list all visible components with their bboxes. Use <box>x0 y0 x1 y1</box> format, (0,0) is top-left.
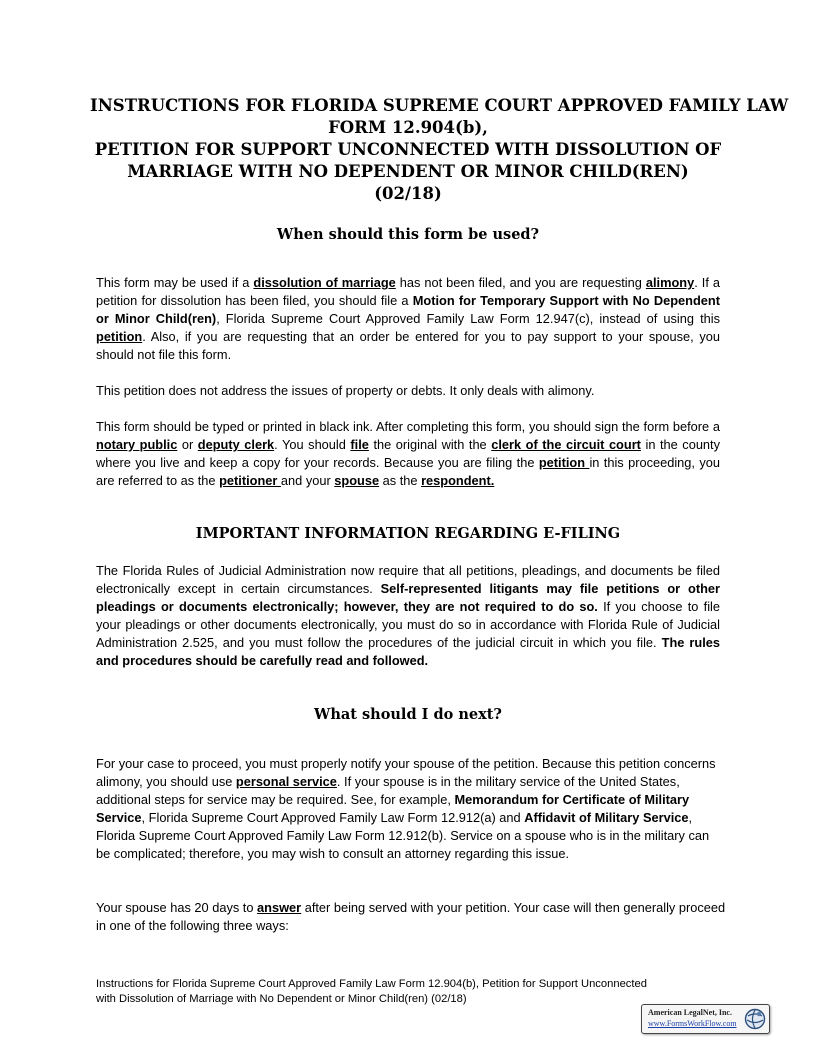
text-run: as the <box>379 473 422 488</box>
link-alimony[interactable]: alimony <box>645 275 695 290</box>
logo-company-name: American LegalNet, Inc. <box>648 1008 732 1017</box>
publisher-logo[interactable] <box>641 1004 770 1034</box>
text-run: the original with the <box>368 437 492 452</box>
link-petitioner[interactable]: petitioner <box>219 473 281 488</box>
text-run: . You should <box>274 437 351 452</box>
link-spouse[interactable]: spouse <box>334 473 380 488</box>
text-run: in this proceeding, you are referred to as the <box>96 455 720 488</box>
paragraph-service <box>96 755 726 863</box>
text-run: Your spouse has 20 days to <box>96 900 258 915</box>
text-run: If you choose to file your pleadings or other documents electronically, you must do so in accordance with Florida Rule of Judicial Administration 2.525, and you must follow the procedures of the judicial circuit in which you file. <box>96 599 720 650</box>
section-heading-when: When should this form be used? <box>276 226 540 243</box>
title-line-2: FORM 12.904(b), <box>328 118 488 137</box>
link-petition[interactable]: petition <box>96 329 143 344</box>
text-run: and your <box>280 473 335 488</box>
footer-line-2: with Dissolution of Marriage with No Dependent or Minor Child(ren) (02/18) <box>96 993 467 1005</box>
logo-url-link[interactable]: www.FormsWorkFlow.com <box>648 1019 737 1028</box>
paragraph-answer <box>96 899 726 935</box>
form-title-motion-temporary-support: Motion for Temporary Support with No Dependent or Minor Child(ren) <box>96 293 720 326</box>
text-run: . Also, if you are requesting that an order be entered for you to pay support to your spouse, you should not file this form. <box>96 329 720 362</box>
form-title-memorandum: Memorandum for Certificate of Military Service <box>96 792 690 825</box>
text-run: . If your spouse is in the military service of the United States, additional steps for service may be required. See, for example, <box>96 774 680 807</box>
text-run: after being served with your petition. Your case will then generally proceed in one of the following three ways: <box>96 900 726 933</box>
text-run: This form may be used if a <box>96 275 254 290</box>
title-line-1: INSTRUCTIONS FOR FLORIDA SUPREME COURT APPROVED FAMILY LAW <box>90 96 789 115</box>
bold-self-represented: Self-represented litigants may file petitions or other pleadings or documents electronically; however, they are not required to do so. <box>96 581 720 614</box>
form-title-affidavit: Affidavit of Military Service <box>524 810 689 825</box>
text-run: For your case to proceed, you must properly notify your spouse of the petition. Because this petition concerns alimony, you should use <box>96 756 716 789</box>
link-respondent[interactable]: respondent. <box>421 473 495 488</box>
text-run: , Florida Supreme Court Approved Family Law Form 12.947(c), instead of using this <box>216 311 720 326</box>
globe-icon <box>744 1008 766 1030</box>
link-notary-public[interactable]: notary public <box>96 437 178 452</box>
text-run: or <box>177 437 198 452</box>
text-run: The Florida Rules of Judicial Administration now require that all petitions, pleadings, and documents be filed electronically except in certain circumstances. <box>96 563 720 596</box>
paragraph-when-used <box>96 274 720 364</box>
link-personal-service[interactable]: personal service <box>235 774 337 789</box>
paragraph-efiling <box>96 562 720 670</box>
link-file[interactable]: file <box>350 437 369 452</box>
text-run: has not been filed, and you are requesting <box>395 275 646 290</box>
paragraph-filing <box>96 418 720 490</box>
section-heading-efiling: IMPORTANT INFORMATION REGARDING E-FILING <box>195 525 621 542</box>
bold-rules-procedures: The rules and procedures should be carefully read and followed. <box>96 635 720 668</box>
page-title <box>90 95 789 205</box>
link-answer[interactable]: answer <box>257 900 302 915</box>
text-run: , Florida Supreme Court Approved Family Law Form 12.912(a) and <box>141 810 525 825</box>
text-run: in the county where you live and keep a copy for your records. Because you are filing the <box>96 437 721 470</box>
title-line-3: PETITION FOR SUPPORT UNCONNECTED WITH DISSOLUTION OF <box>94 140 722 159</box>
text-run: . If a petition for dissolution has been filed, you should file a <box>96 275 720 308</box>
text-run: , Florida Supreme Court Approved Family Law Form 12.912(b). Service on a spouse who is in the military can be complicated; therefore, you may wish to consult an attorney regarding this issue. <box>96 810 710 861</box>
link-clerk-of-circuit-court[interactable]: clerk of the circuit court <box>491 437 641 452</box>
title-line-4: MARRIAGE WITH NO DEPENDENT OR MINOR CHILD(REN) <box>127 162 689 181</box>
page-footer <box>96 977 726 1007</box>
text-run: This form should be typed or printed in black ink. After completing this form, you should sign the form before a <box>96 419 720 434</box>
footer-line-1: Instructions for Florida Supreme Court Approved Family Law Form 12.904(b), Petition for Support Unconnected <box>96 978 647 990</box>
link-petition-2[interactable]: petition <box>538 455 590 470</box>
link-dissolution-of-marriage[interactable]: dissolution of marriage <box>253 275 396 290</box>
link-deputy-clerk[interactable]: deputy clerk <box>197 437 275 452</box>
paragraph-property-debts: This petition does not address the issues of property or debts. It only deals with alimony. <box>96 383 595 398</box>
section-heading-next: What should I do next? <box>314 706 502 723</box>
title-line-5: (02/18) <box>374 184 442 203</box>
